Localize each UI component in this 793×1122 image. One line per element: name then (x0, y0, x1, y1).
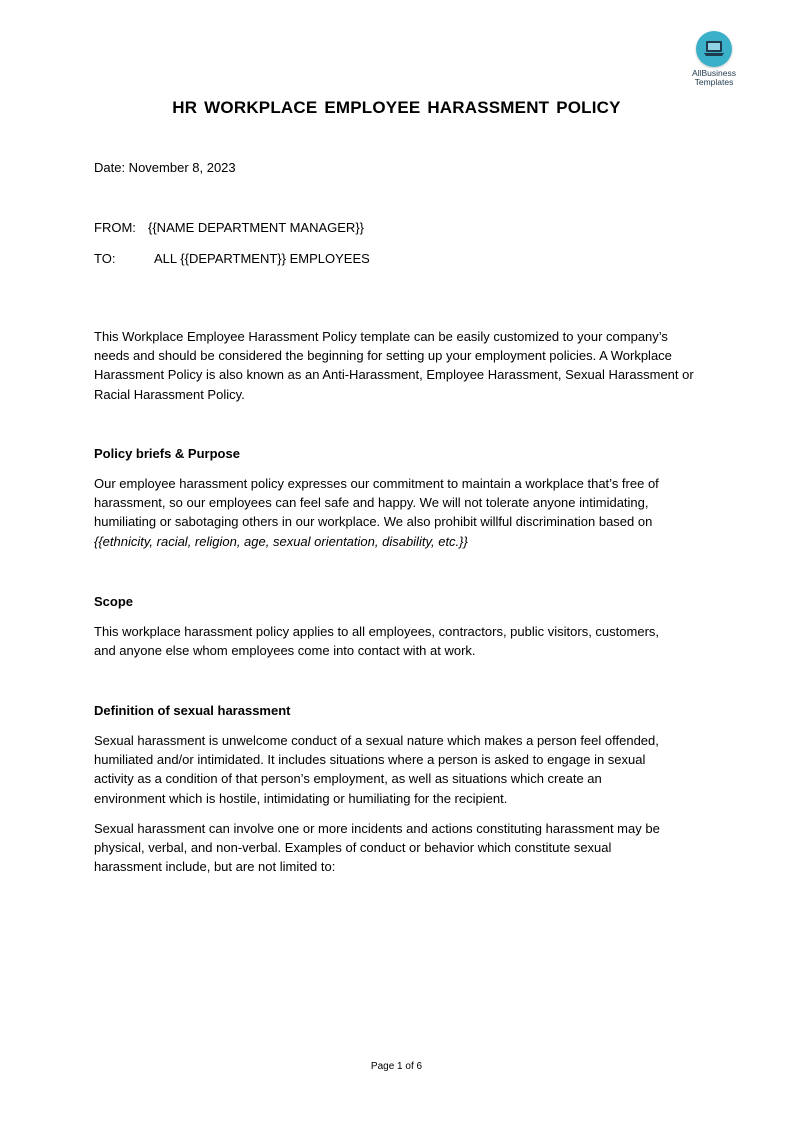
document-title: HR WORKPLACE EMPLOYEE HARASSMENT POLICY (172, 98, 621, 117)
definition-line: environment which is hostile, intimidating or humiliating for the recipient. (94, 790, 508, 806)
laptop-icon (703, 40, 725, 58)
intro-line: This Workplace Employee Harassment Policy template can be easily customized to your company’s (94, 329, 668, 344)
logo-line-1: AllBusiness (692, 68, 736, 78)
logo-line-2: Templates (694, 77, 734, 87)
to-label: TO: (94, 251, 116, 266)
allbusiness-logo[interactable] (682, 31, 746, 87)
intro-paragraph (94, 327, 714, 404)
discrimination-placeholder: {{ethnicity, racial, religion, age, sexual orientation, disability, etc.}} (94, 533, 468, 549)
definition-line: Sexual harassment can involve one or more incidents and actions constituting harassment may be (94, 821, 660, 836)
from-line (94, 218, 364, 237)
scope-line: This workplace harassment policy applies to all employees, contractors, public visitors, customers, (94, 624, 660, 639)
page-number: Page 1 of 6 (370, 1061, 423, 1072)
policy-briefs-heading: Policy briefs & Purpose (94, 446, 240, 461)
policy-briefs-line: harassment, so our employees can feel safe and happy. We will not tolerate anyone intimidating, (94, 495, 649, 511)
logo-badge (696, 31, 732, 67)
definition-heading: Definition of sexual harassment (94, 703, 291, 718)
policy-briefs-line: Our employee harassment policy expresses our commitment to maintain a workplace that’s free of (94, 476, 659, 491)
date-line: Date: November 8, 2023 (94, 160, 236, 175)
intro-line: Racial Harassment Policy. (94, 386, 245, 402)
from-value: {{NAME DEPARTMENT MANAGER}} (148, 220, 365, 235)
definition-line: harassment include, but are not limited to: (94, 859, 336, 875)
definition-paragraph-1 (94, 731, 714, 808)
intro-line: needs and should be considered the beginning for setting up your employment policies. A Workplace (94, 348, 672, 364)
from-label: FROM: (94, 220, 136, 235)
definition-line: Sexual harassment is unwelcome conduct of a sexual nature which makes a person feel offended, (94, 733, 659, 748)
definition-paragraph-2 (94, 819, 714, 877)
definition-line: physical, verbal, and non-verbal. Examples of conduct or behavior which constitute sexual (94, 840, 612, 856)
logo-text (682, 69, 746, 87)
definition-line: humiliated and/or intimidated. It includes situations where a person is asked to engage in sexual (94, 752, 646, 768)
policy-briefs-paragraph (94, 474, 714, 551)
scope-paragraph (94, 622, 714, 660)
policy-briefs-line: humiliating or sabotaging others in our workplace. We also prohibit willful discrimination based on (94, 514, 653, 530)
definition-line: activity as a condition of that person’s employment, as well as situations which create an (94, 771, 602, 787)
scope-heading: Scope (94, 594, 134, 609)
intro-line: Harassment Policy is also known as an Anti-Harassment, Employee Harassment, Sexual Harassment or (94, 367, 694, 383)
to-value: ALL {{DEPARTMENT}} EMPLOYEES (154, 251, 370, 266)
to-line (94, 249, 370, 268)
scope-line: and anyone else whom employees come into contact with at work. (94, 643, 476, 659)
